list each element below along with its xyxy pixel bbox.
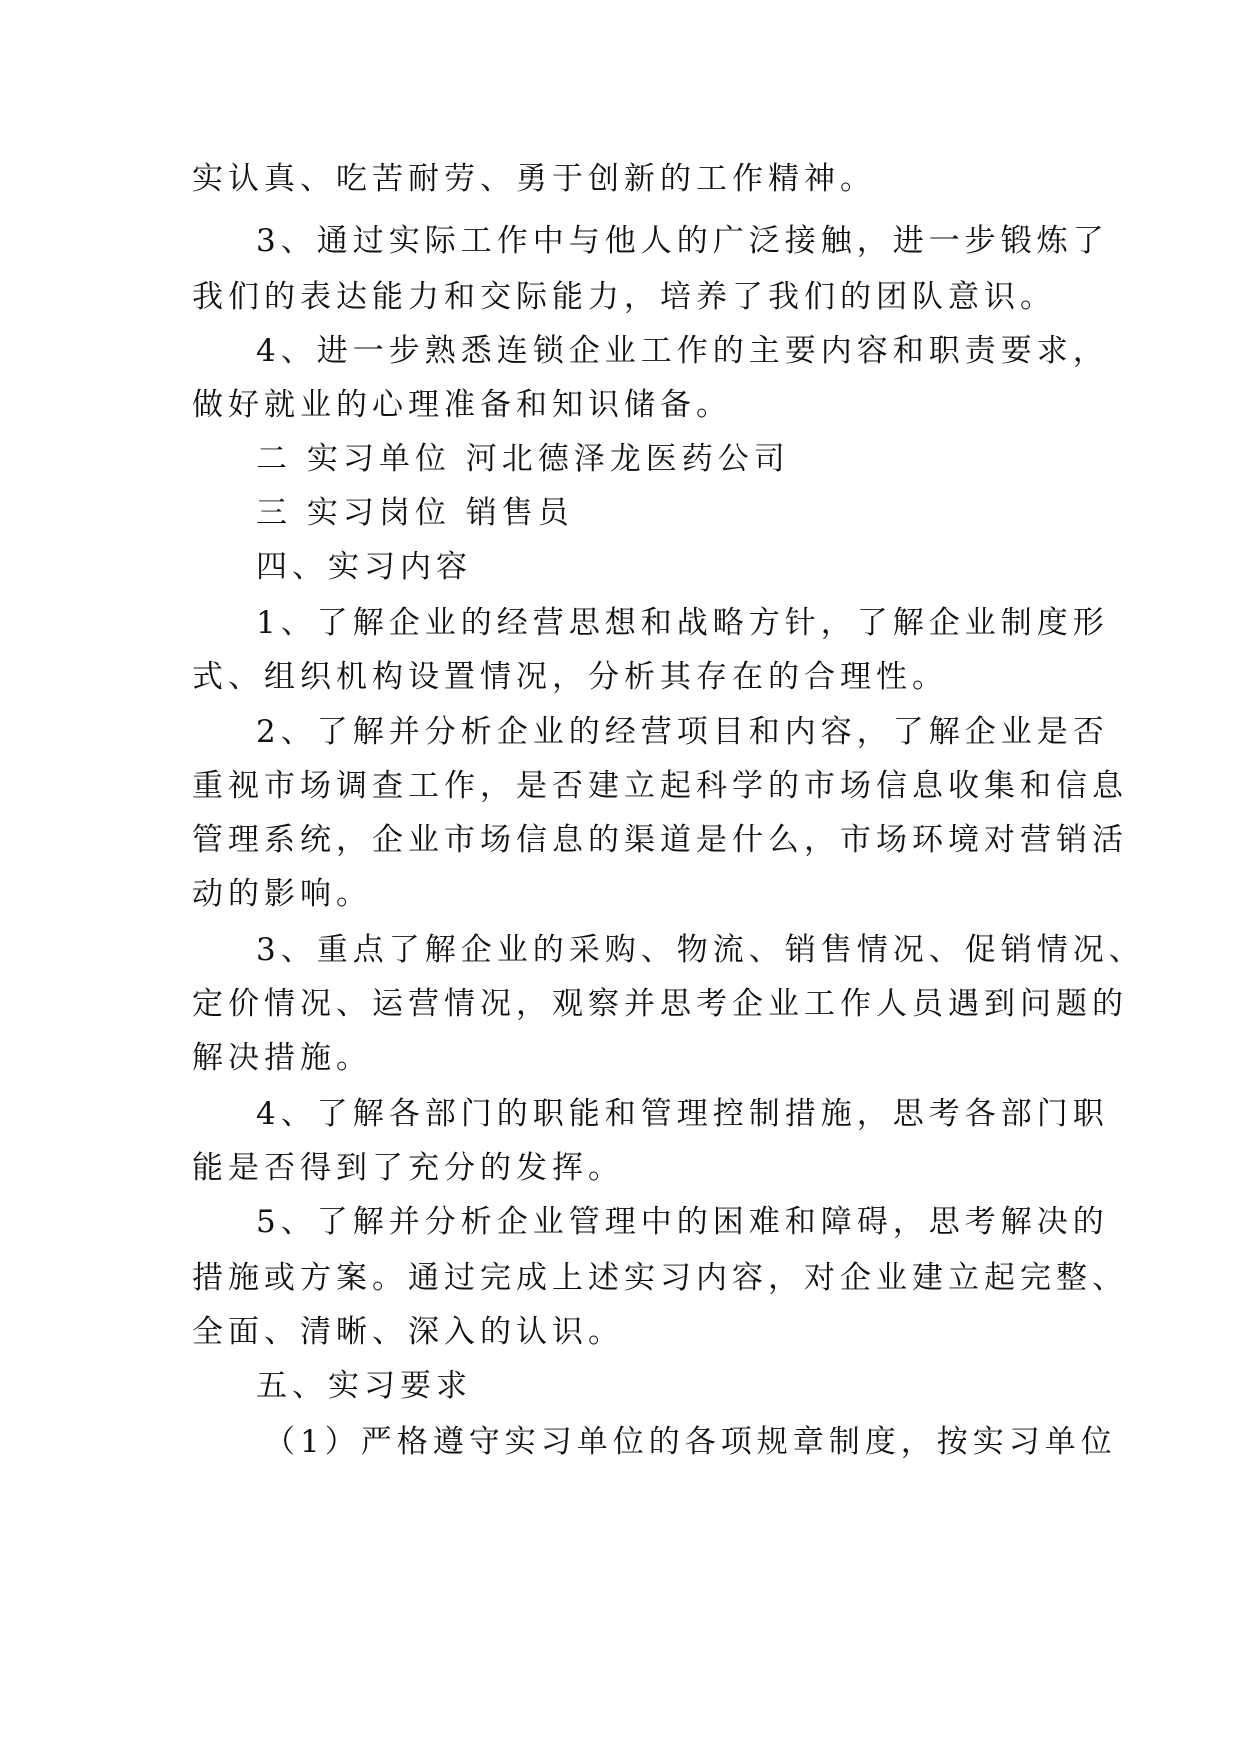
text-line: 3、通过实际工作中与他人的广泛接触，进一步锻炼了 [256, 223, 1109, 259]
text-line: 二 实习单位 河北德泽龙医药公司 [256, 441, 790, 477]
text-line: 三 实习岗位 销售员 [256, 495, 574, 531]
text-line: 动的影响。 [192, 876, 372, 912]
text-line: 定价情况、运营情况，观察并思考企业工作人员遇到问题的 [192, 986, 1128, 1022]
text-line: 解决措施。 [192, 1040, 372, 1076]
text-line: （1）严格遵守实习单位的各项规章制度，按实习单位 [264, 1424, 1117, 1460]
text-line: 3、重点了解企业的采购、物流、销售情况、促销情况、 [256, 932, 1145, 968]
text-line: 全面、清晰、深入的认识。 [192, 1314, 624, 1350]
text-line: 能是否得到了充分的发挥。 [192, 1150, 624, 1186]
text-line: 五、实习要求 [256, 1368, 472, 1404]
text-line: 2、了解并分析企业的经营项目和内容，了解企业是否 [256, 714, 1109, 750]
text-line: 措施或方案。通过完成上述实习内容，对企业建立起完整、 [192, 1260, 1128, 1296]
text-line: 重视市场调查工作，是否建立起科学的市场信息收集和信息 [192, 768, 1128, 804]
text-line: 做好就业的心理准备和知识储备。 [192, 387, 732, 423]
text-line: 4、进一步熟悉连锁企业工作的主要内容和职责要求， [256, 333, 1109, 369]
text-line: 实认真、吃苦耐劳、勇于创新的工作精神。 [192, 161, 876, 197]
text-line: 我们的表达能力和交际能力，培养了我们的团队意识。 [192, 279, 1056, 315]
text-line: 管理系统，企业市场信息的渠道是什么，市场环境对营销活 [192, 822, 1128, 858]
text-line: 1、了解企业的经营思想和战略方针，了解企业制度形 [256, 605, 1109, 641]
text-line: 四、实习内容 [256, 549, 472, 585]
text-line: 5、了解并分析企业管理中的困难和障碍，思考解决的 [256, 1204, 1109, 1240]
text-line: 4、了解各部门的职能和管理控制措施，思考各部门职 [256, 1096, 1109, 1132]
text-line: 式、组织机构设置情况，分析其存在的合理性。 [192, 659, 948, 695]
